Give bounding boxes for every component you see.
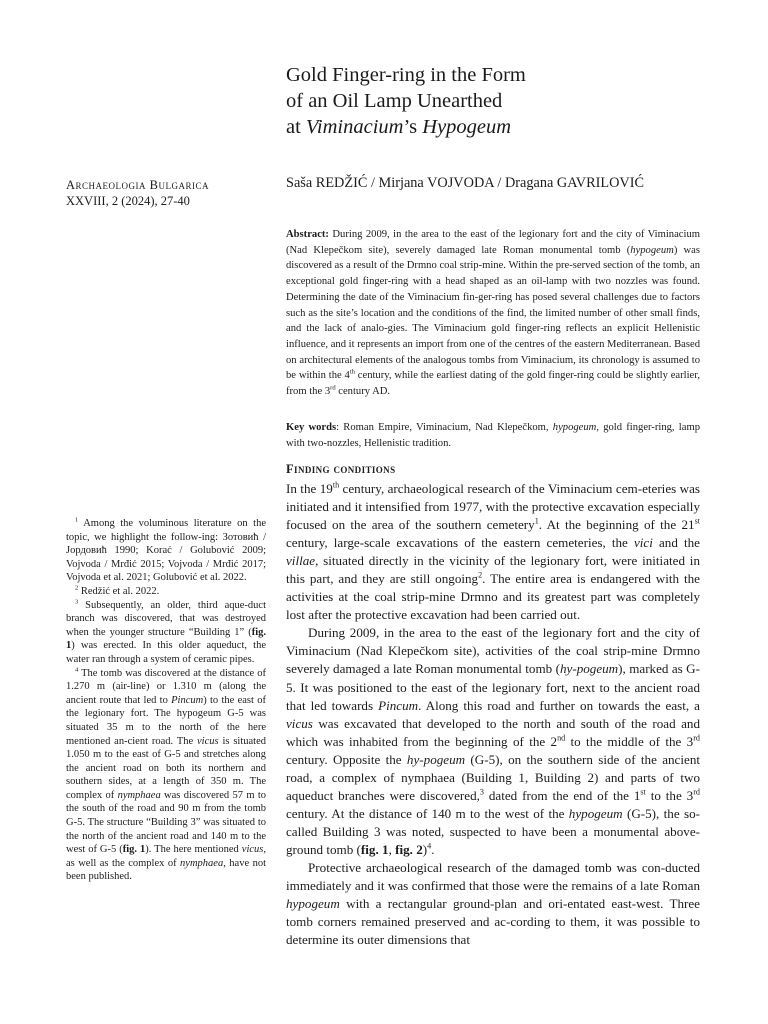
footnote-ref-2[interactable]: 2 [478,570,483,580]
footnote-ref-4[interactable]: 4 [427,841,432,851]
journal-name: Archaeologia Bulgarica [66,178,209,192]
abstract-label: Abstract: [286,229,329,240]
footnote-ref-3[interactable]: 3 [479,787,484,797]
paragraph-3: Protective archaeological research of the damaged tomb was con-ducted immediately and it was confirmed that those were the remains of a late Roman hypogeum with a rectangular ground-plan and ori-entated east-west. Three tomb corners remained preserved and ac-cording to them, it was possible to determine its outer dimensions that [286,859,700,948]
article-title [286,62,706,140]
abstract: Abstract: During 2009, in the area to the east of the legionary fort and the city of Viminacium (Nad Klepečkom site), severely damaged late Roman monumental tomb (hypogeum) was discovered as a result of the Drmno coal strip-mine. Within the pre-served section of the tomb, an exceptional gold finger-ring with a head shaped as an oil-lamp with two nozzles was found. Determining the date of the Viminacium fin-ger-ring has posed several challenges due to factors such as the site’s location and the conditions of the find, the limited number of other small finds, and the lack of analo-gies. The Viminacium gold finger-ring reflects an explicit Hellenistic influence, and it represents an import from one of the centres of the eastern Mediterranean. Based on architectural elements of the analogous tombs from Viminacium, its chronology is assumed to be within the 4th century, while the earliest dating of the gold finger-ring could be slightly earlier, from the 3rd century AD. [286,229,701,398]
paragraph-2: During 2009, in the area to the east of the legionary fort and the city of Viminacium (Nad Klepečkom site), activities of the coal strip-mine Drmno severely damaged a late Roman monumental tomb (hy-pogeum), marked as G-5. It was positioned to the east of the legionary fort, next to the ancient road that led towards Pincum. Along this road and further on towards the east, a vicus was excavated that developed to the north and south of the road and which was inhabited from the beginning of the 2nd to the middle of the 3rd century. Opposite the hy-pogeum (G-5), on the southern side of the ancient road, a complex of nymphaea (Building 1, Building 2) and parts of two aqueduct branches were discovered,$^3$ dated from the end of the 1st to the 3rd century. At the distance of 140 m to the west of the hypogeum (G-5), the so-called Building 3 was noted, suspected to have been a monumental above-ground tomb (fig. 1, fig. 2)$^4$. [286,625,701,857]
paragraph-1: In the 19th century, archaeological research of the Viminacium cem-eteries was initiated and it intensified from 1977, with the protective excavation especially focused on the area of the southern cemetery$^1$. At the beginning of the 21st century, large-scale excavations of the eastern cemeteries, the vici and the villae, situated directly in the vicinity of the legionary fort, were initiated in this part, and they are still ongoing$^2$. The entire area is endangered with the activities at the coal strip-mine Drmno and its greatest part was completely lost after the protective excavation had been carried out. [286,480,700,623]
figure-ref-2[interactable]: fig. 2 [395,841,423,857]
footnote-4: $^4$ The tomb was discovered at the distance of 1.270 m (air-line) or 1.310 m (along the ancient route that led to Pincum) to the east of the legionary fort. The hypogeum G-5 was situated 35 m to the north of the here mentioned an-cient road. The vicus is situated 1.050 m to the east of G-5 and stretches along the ancient road on both its northern and southern sides, at a length of 350 m. The complex of nymphaea was discovered 57 m to the south of the road and 90 m from the tomb G-5. The structure “Building 3” was situated to the north of the ancient road and 140 m to the west of G-5 (fig. 1). The here mentioned vicus, as well as the complex of nymphaea, have not been published. [66,666,266,883]
footnotes [66,517,266,884]
figure-ref-1[interactable]: fig. 1 [360,841,389,857]
footnote-1: $^1$ Among the voluminous literature on the topic, we highlight the follow-ing: Зотовић / Јордовић 1990; Korać / Golubović 2009; Vojvoda / Mrđić 2015; Vojvoda / Mrđić 2017; Vojvoda et al. 2021; Golubović et al. 2022. [66,516,266,584]
body-text [286,480,700,949]
journal-volume: XXVIII, 2 (2024), 27-40 [66,194,190,208]
title-line-1: Gold Finger-ring in the Form [286,64,526,86]
footnote-figure-ref[interactable]: fig. 1 [122,844,146,856]
footnote-ref-1[interactable]: 1 [534,516,539,526]
title-line-3: at Viminacium’s Hypogeum [286,116,512,138]
journal-info [66,177,266,209]
footnote-figure-ref[interactable]: fig. 1 [66,626,266,652]
footnote-2: $^2$ Redžić et al. 2022. [75,584,160,597]
keywords: Key words: Roman Empire, Viminacium, Nad Klepečkom, hypogeum, gold finger-ring, lamp with two-nozzles, Hellenistic tradition. [286,422,700,449]
authors: Saša REDŽIĆ / Mirjana VOJVODA / Dragana GAVRILOVIĆ [286,175,645,191]
title-line-2: of an Oil Lamp Unearthed [286,90,503,112]
keywords-label: Key words [286,422,337,433]
section-heading: Finding conditions [286,462,396,476]
footnote-3: $^3$ Subsequently, an older, third aque-duct branch was discovered, that was destroyed when the younger structure “Building 1” (fig. 1) was erected. In this older aqueduct, the water ran through a system of ceramic pipes. [66,598,266,665]
